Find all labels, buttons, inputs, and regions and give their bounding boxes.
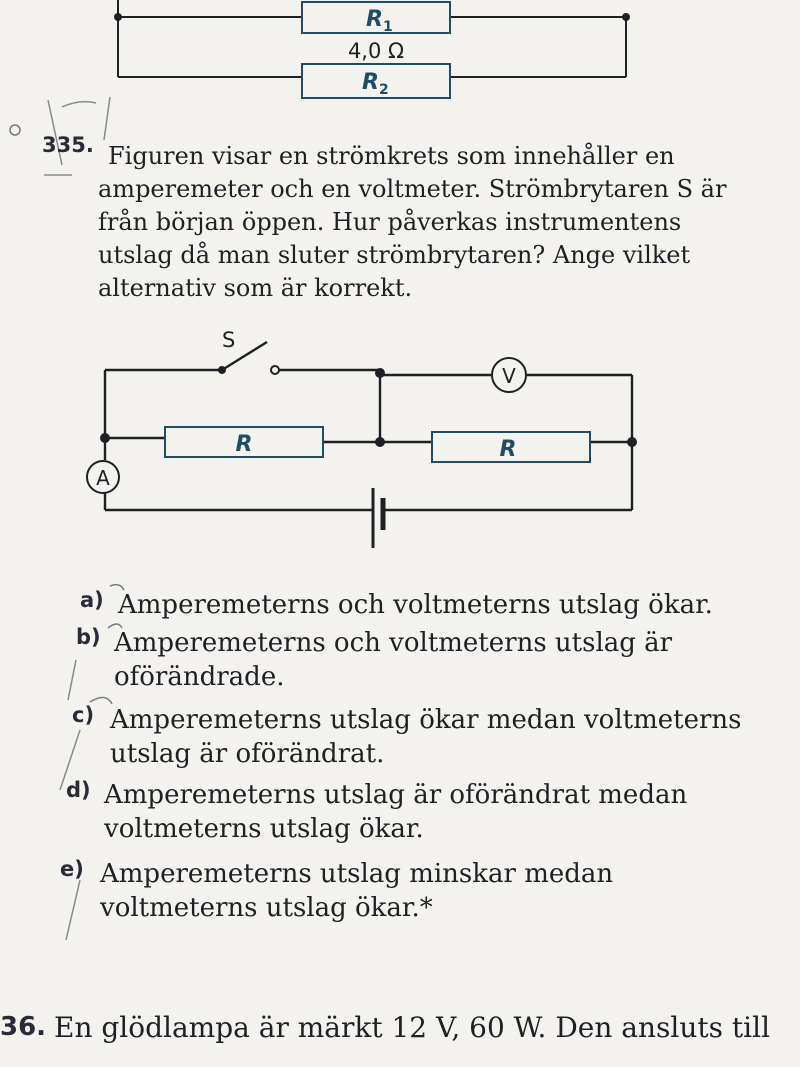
option-a-text: Amperemeterns och voltmeterns utslag ökar. — [118, 590, 713, 620]
option-b-text: Amperemeterns och voltmeterns utslag är oförändrade. — [114, 628, 673, 692]
option-d-letter: d) — [66, 778, 91, 802]
option-pencil-marks — [50, 580, 130, 950]
r1-label: $R_1$ — [366, 7, 393, 35]
option-a-letter: a) — [80, 588, 104, 612]
resistor-right-label: R — [499, 437, 517, 462]
option-e-letter: e) — [60, 857, 84, 881]
switch-label: S — [222, 328, 236, 352]
r2-value-label: 4,0 Ω — [347, 39, 405, 63]
next-problem-text: En glödlampa är märkt 12 V, 60 W. Den ansluts till — [54, 1011, 771, 1044]
option-d-text: Amperemeterns utslag är oförändrat medan voltmeterns utslag ökar. — [104, 780, 688, 844]
ammeter-label: A — [96, 466, 110, 490]
problem-text: Figuren visar en strömkrets som innehåller en amperemeter och en voltmeter. Strömbrytaren S är från början öppen. Hur påverkas instrumentens utslag då man sluter strömbrytaren? Ange vilket alternativ som är korrekt. — [98, 142, 727, 302]
option-e-text: Amperemeterns utslag minskar medan voltmeterns utslag ökar.* — [100, 859, 614, 923]
problem-number: 335. — [42, 133, 94, 157]
top-circuit-diagram — [0, 0, 800, 110]
option-b-letter: b) — [76, 625, 101, 649]
option-c-letter: c) — [72, 703, 95, 727]
circuit-diagram — [70, 320, 670, 560]
voltmeter-label: V — [502, 364, 516, 388]
r2-label: $R_2$ — [362, 70, 389, 98]
resistor-left-label: R — [235, 432, 253, 457]
next-problem-number: 36. — [0, 1012, 47, 1042]
option-c-text: Amperemeterns utslag ökar medan voltmeterns utslag är oförändrat. — [110, 705, 742, 769]
